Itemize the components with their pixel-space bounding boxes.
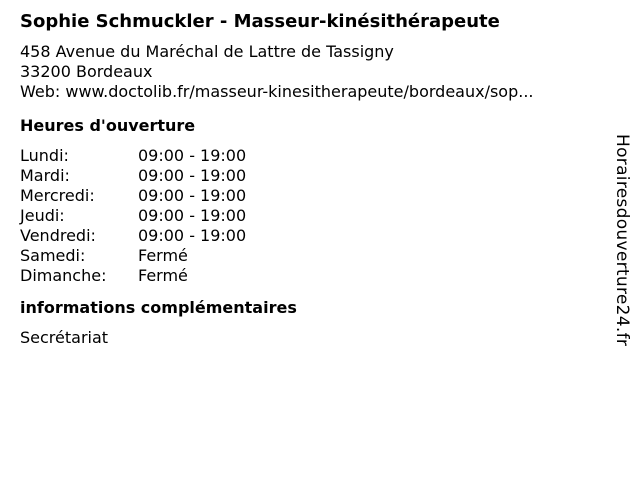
extra-info-heading: informations complémentaires (20, 298, 297, 317)
hours-value: 09:00 - 19:00 (138, 146, 247, 165)
hours-value: 09:00 - 19:00 (138, 206, 247, 225)
website-link[interactable]: Web: www.doctolib.fr/masseur-kinesitherapeute/bordeaux/sop... (20, 82, 534, 101)
day-label: Lundi: (20, 146, 69, 165)
hours-value: 09:00 - 19:00 (138, 186, 247, 205)
site-brand-vertical: Horairesdouverture24.fr (612, 134, 632, 347)
hours-value: Fermé (138, 266, 188, 285)
hours-row-friday (20, 226, 600, 246)
day-label: Mercredi: (20, 186, 95, 205)
business-title: Sophie Schmuckler - Masseur-kinésithérapeute (20, 11, 500, 32)
opening-hours-heading: Heures d'ouverture (20, 116, 196, 135)
hours-row-thursday (20, 206, 600, 226)
hours-value: Fermé (138, 246, 188, 265)
day-label: Mardi: (20, 166, 70, 185)
day-label: Samedi: (20, 246, 86, 265)
day-label: Vendredi: (20, 226, 96, 245)
hours-row-sunday (20, 266, 600, 286)
hours-row-wednesday (20, 186, 600, 206)
hours-value: 09:00 - 19:00 (138, 166, 247, 185)
hours-value: 09:00 - 19:00 (138, 226, 247, 245)
hours-row-saturday (20, 246, 600, 266)
opening-hours-table (20, 146, 600, 286)
hours-row-monday (20, 146, 600, 166)
day-label: Dimanche: (20, 266, 107, 285)
day-label: Jeudi: (20, 206, 65, 225)
address-line-2: 33200 Bordeaux (20, 62, 153, 81)
business-card (20, 10, 600, 348)
extra-info-text: Secrétariat (20, 328, 109, 347)
hours-row-tuesday (20, 166, 600, 186)
address-line-1: 458 Avenue du Maréchal de Lattre de Tassigny (20, 42, 394, 61)
